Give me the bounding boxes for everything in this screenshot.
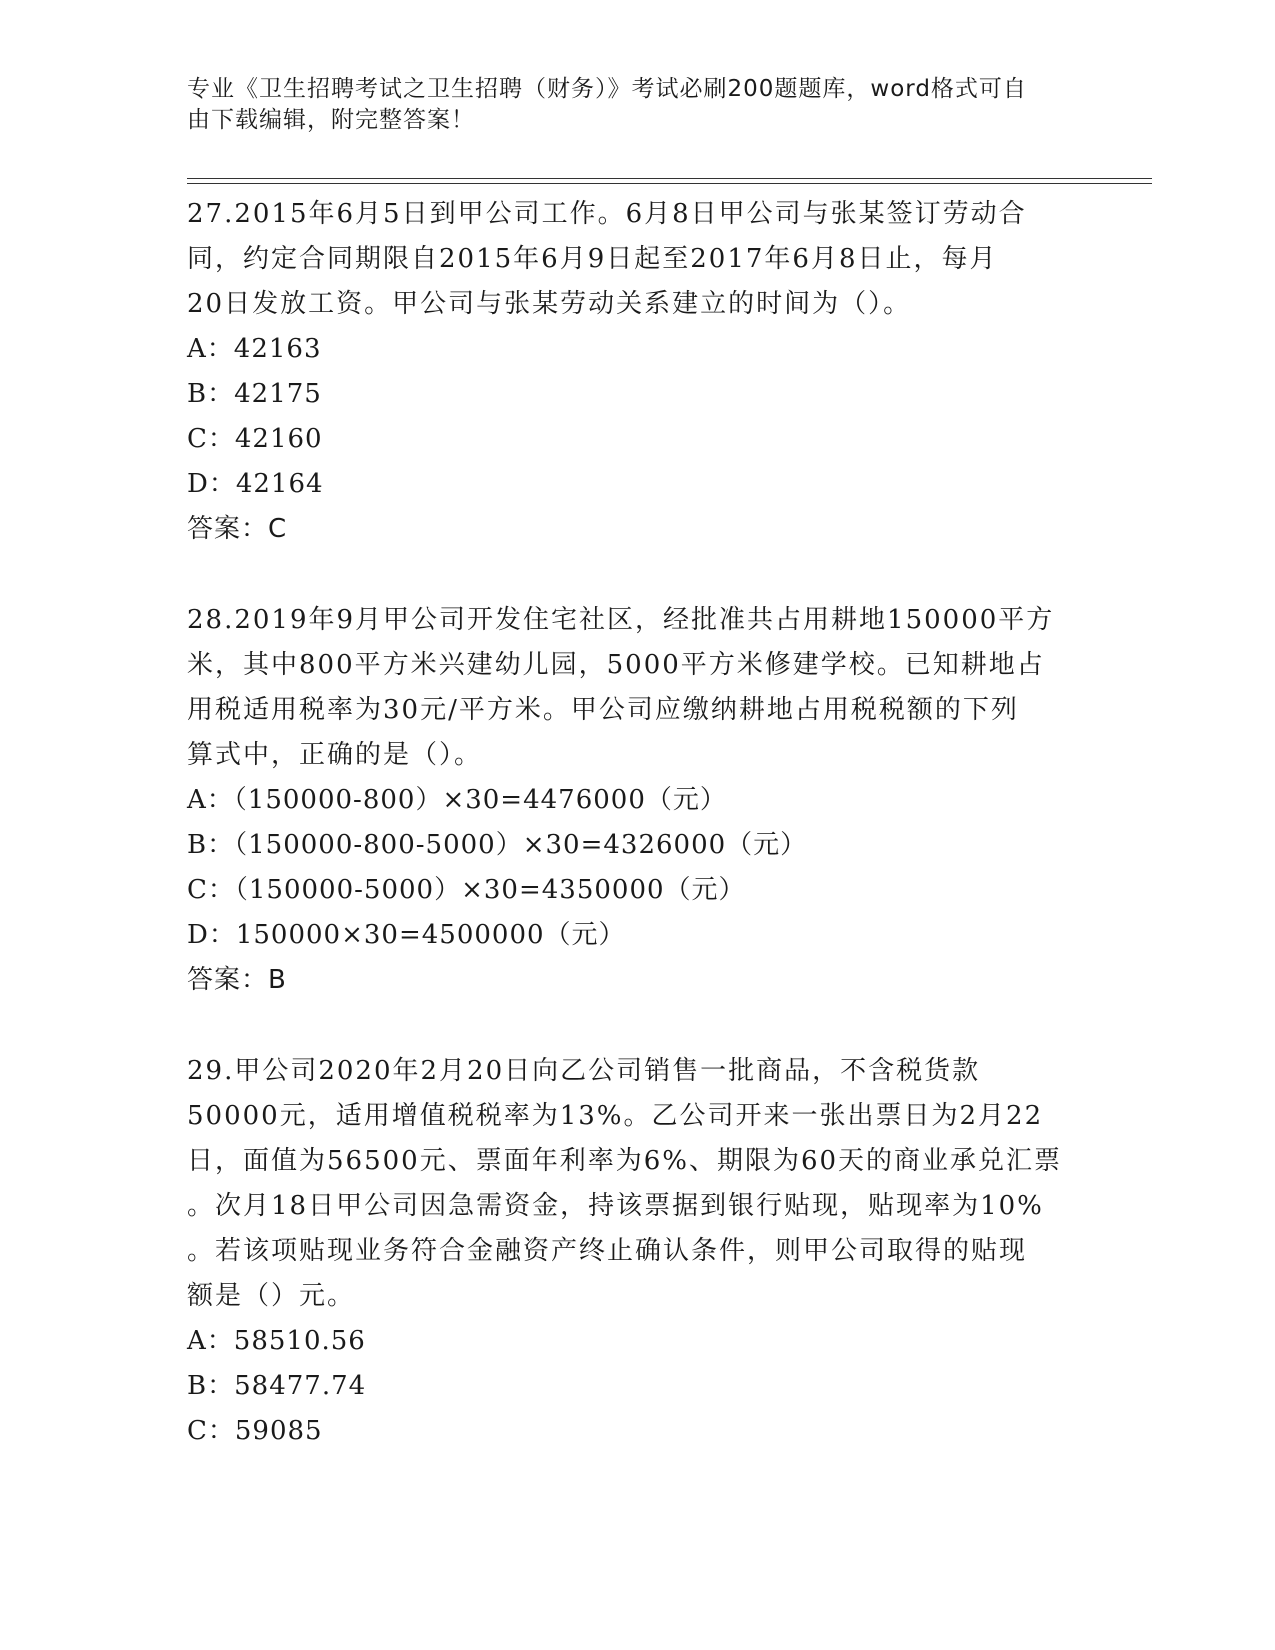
header-line-1: 专业《卫生招聘考试之卫生招聘（财务）》考试必刷200题题库，word格式可自 (187, 76, 1027, 102)
question-spacer (187, 1003, 1087, 1049)
document-header (187, 74, 1067, 136)
question-text-line: 。若该项贴现业务符合金融资产终止确认条件，则甲公司取得的贴现 (187, 1236, 1028, 1266)
question-text-line: 20日发放工资。甲公司与张某劳动关系建立的时间为（）。 (187, 289, 912, 319)
question-text-line: 同，约定合同期限自2015年6月9日起至2017年6月8日止，每月 (187, 244, 998, 274)
question-text-line: 28.2019年9月甲公司开发住宅社区，经批准共占用耕地150000平方 (187, 605, 1055, 635)
option-d: D：150000×30=4500000（元） (187, 920, 626, 950)
option-a: A：42163 (187, 334, 322, 364)
question-text-line: 。次月18日甲公司因急需资金，持该票据到银行贴现，贴现率为10% (187, 1191, 1044, 1221)
answer-line: 答案：C (187, 514, 288, 544)
option-b: B：58477.74 (187, 1371, 367, 1401)
header-divider-bottom (187, 183, 1152, 184)
option-b: B：（150000-800-5000）×30=4326000（元） (187, 830, 808, 860)
option-c: C：（150000-5000）×30=4350000（元） (187, 875, 746, 905)
option-d: D：42164 (187, 469, 324, 499)
option-a: A：（150000-800）×30=4476000（元） (187, 785, 727, 815)
question-text-line: 27.2015年6月5日到甲公司工作。6月8日甲公司与张某签订劳动合 (187, 199, 1027, 229)
question-text-line: 50000元，适用增值税税率为13%。乙公司开来一张出票日为2月22 (187, 1101, 1044, 1131)
question-text-line: 算式中，正确的是（）。 (187, 740, 483, 770)
question-text-line: 日，面值为56500元、票面年利率为6%、期限为60天的商业承兑汇票 (187, 1146, 1063, 1176)
question-text-line: 用税适用税率为30元/平方米。甲公司应缴纳耕地占用税税额的下列 (187, 695, 1019, 725)
question-list (187, 192, 1087, 1454)
header-line-2: 由下载编辑，附完整答案！ (187, 107, 475, 133)
answer-line: 答案：B (187, 965, 287, 995)
option-c: C：42160 (187, 424, 323, 454)
question-29 (187, 1049, 1087, 1454)
question-text-line: 29.甲公司2020年2月20日向乙公司销售一批商品，不含税货款 (187, 1056, 981, 1086)
header-divider-top (187, 178, 1152, 179)
question-text-line: 米，其中800平方米兴建幼儿园，5000平方米修建学校。已知耕地占 (187, 650, 1045, 680)
question-28 (187, 598, 1087, 1003)
question-27 (187, 192, 1087, 552)
question-spacer (187, 552, 1087, 598)
option-a: A：58510.56 (187, 1326, 366, 1356)
question-text-line: 额是（）元。 (187, 1281, 356, 1311)
option-b: B：42175 (187, 379, 322, 409)
option-c: C：59085 (187, 1416, 323, 1446)
